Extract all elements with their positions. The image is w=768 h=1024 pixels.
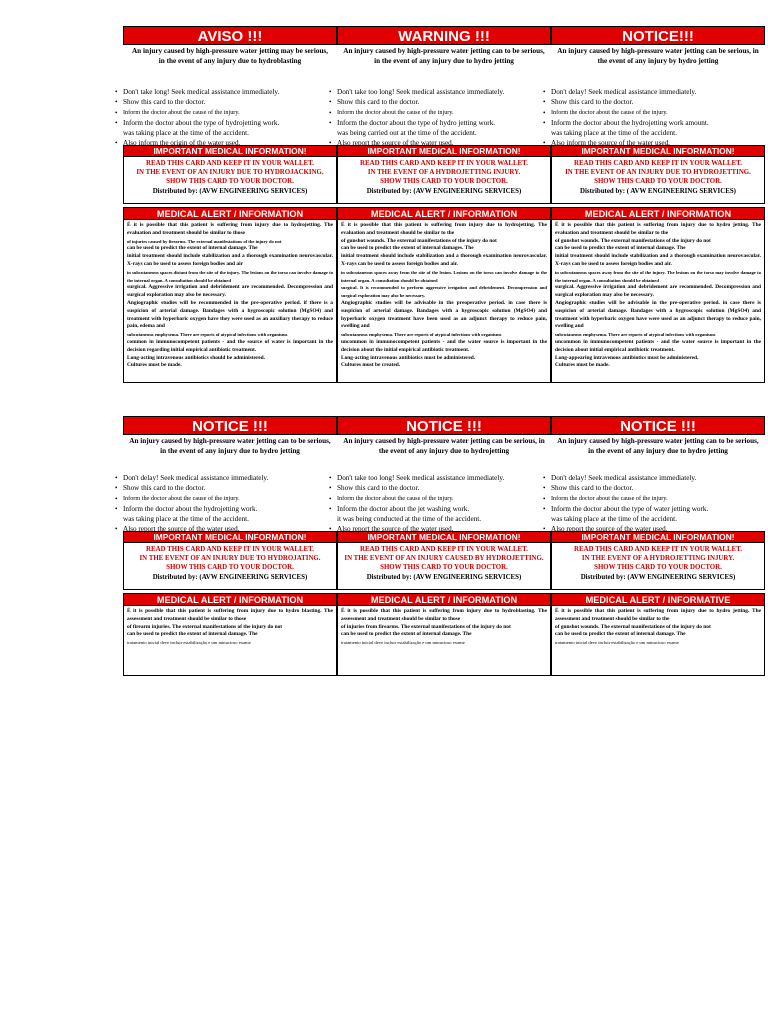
- card-intro: An injury caused by high-pressure water jetting can be serious, in the event of any injury by hydro jetting: [557, 47, 759, 65]
- bullet-icon: •: [115, 494, 118, 503]
- read-line: READ THIS CARD AND KEEP IT IN YOUR WALLET.: [146, 160, 314, 167]
- read-line: READ THIS CARD AND KEEP IT IN YOUR WALLET.: [574, 546, 742, 553]
- list-item: • Inform the doctor about the hydrojetting work amount.: [543, 118, 709, 127]
- card-title: NOTICE !!!: [337, 416, 551, 435]
- list-item: • Inform the doctor about the cause of the injury.: [329, 108, 454, 117]
- alert-body: É it is possible that this patient is suffering from injury due to hydro jetting. The assessment and treatment should be similar to the of gunshot wounds. The external manifestations of the injury do not can be used to predict the extent of internal damage. The tratamento inicial deve incluir estabilização e um minucioso exame: [551, 606, 765, 676]
- read-box: [337, 543, 551, 590]
- list-item: • Also report the source of the water used.: [115, 525, 240, 534]
- read-line: READ THIS CARD AND KEEP IT IN YOUR WALLET.: [360, 160, 528, 167]
- bullet-icon: •: [115, 118, 118, 127]
- instruction-list: [115, 87, 337, 148]
- bullet-icon: •: [543, 139, 546, 148]
- alert-body: É it is possible that this patient is suffering from injury due to hydrojetting. The evaluation and treatment should be similar to those of injuries caused by firearms. The external manifestations of the injury do not can be used to predict the extent of internal damage. The initial treatment should include stabilization and a thorough examination neurovascular. X-rays can be used to assess foreign bodies and air in subcutaneous spaces distant from the site of the injury. The lesions on the torso can involve damage to the internal organ. A consultation should be obtained surgical. Aggressive irrigation and debridement are recommended. Decompression and surgical exploration may also be necessary. Angiographic studies will be recommended in the pre-operative period. if there is a suspicion of arterial damage. Bandages with a hygroscopic solution (MgSO4) and treatment with hyperbaric oxygen have they were used as an auxiliary therapy to reduce pain, edema and subcutaneous emphysema. There are reports of atypical infections with organisms common in immunocompetent patients - and the source of water is important in the decision regarding initial empirical antibiotic treatment. Long-acting intravenous antibiotics should be administered. Cultures must be made.: [123, 220, 337, 383]
- list-item: was taking place at the time of the accident.: [551, 515, 677, 524]
- alert-title: MEDICAL ALERT / INFORMATION: [123, 593, 337, 606]
- card-intro: An injury caused by high-pressure water jetting can to be serious, in the event of any injury due to hydro jetting: [557, 437, 759, 455]
- read-line: READ THIS CARD AND KEEP IT IN YOUR WALLET.: [574, 160, 742, 167]
- list-item: • Inform the doctor about the type of hydro jetting work.: [329, 118, 496, 127]
- safety-card: [115, 26, 337, 383]
- list-item: • Show this card to the doctor.: [543, 484, 634, 493]
- card-title: NOTICE!!!: [551, 26, 765, 45]
- alert-title: MEDICAL ALERT / INFORMATION: [337, 207, 551, 220]
- list-item: • Inform the doctor about the type of hydrojetting work.: [115, 118, 280, 127]
- bullet-icon: •: [115, 504, 118, 513]
- read-line: SHOW THIS CARD TO YOUR DOCTOR.: [166, 178, 294, 186]
- read-line: IN THE EVENT OF AN INJURY DUE TO HYDROJACKING.: [136, 169, 324, 177]
- read-line: IN THE EVENT OF AN INJURY DUE TO HYDROJETTING.: [565, 169, 751, 177]
- bullet-icon: •: [329, 474, 332, 482]
- list-item: • Don't take too long! Seek medical assistance immediately.: [329, 474, 505, 482]
- list-item: • Inform the doctor about the cause of the injury.: [543, 108, 668, 117]
- alert-body: É it is possible that this patient is suffering from injury due to hydro blasting. The assessment and treatment should be similar to those of firearm injuries. The external manifestations of the injury do not can be used to predict the extent of internal damage. The tratamento inicial deve incluir estabilização e um minucioso exame: [123, 606, 337, 676]
- read-line: SHOW THIS CARD TO YOUR DOCTOR.: [166, 564, 294, 572]
- safety-card: [543, 26, 765, 383]
- safety-card: [329, 26, 551, 383]
- bullet-icon: •: [543, 88, 546, 96]
- safety-card: [329, 416, 551, 674]
- list-item: • Inform the doctor about the cause of the injury.: [115, 494, 240, 503]
- list-item: • Inform the doctor about the type of water jetting work.: [543, 504, 709, 513]
- list-item: • Don't delay! Seek medical assistance immediately.: [115, 474, 269, 482]
- info-bar: IMPORTANT MEDICAL INFORMATION!: [551, 531, 765, 543]
- distributed-by: Distributed by: (AVW ENGINEERING SERVICES): [366, 187, 522, 195]
- bullet-icon: •: [329, 525, 332, 534]
- list-item: • Also report the source of the water used.: [329, 525, 454, 534]
- card-title: NOTICE !!!: [551, 416, 765, 435]
- list-item: • Inform the doctor about the cause of the injury.: [329, 494, 454, 503]
- list-item: • Show this card to the doctor.: [543, 98, 634, 107]
- alert-title: MEDICAL ALERT / INFORMATION: [123, 207, 337, 220]
- list-item: was taking place at the time of the accident.: [123, 515, 249, 524]
- distributed-by: Distributed by: ( AVW ENGINEERING SERVICES): [580, 187, 736, 195]
- info-bar: IMPORTANT MEDICAL INFORMATION!: [337, 531, 551, 543]
- list-item: • Inform the doctor about the hydrojetting work.: [115, 504, 258, 513]
- list-item: • Don't take too long! Seek medical assistance immediately.: [329, 88, 505, 96]
- bullet-icon: •: [329, 108, 332, 117]
- read-line: READ THIS CARD AND KEEP IT IN YOUR WALLET.: [146, 546, 314, 553]
- read-box: [551, 543, 765, 590]
- safety-card: [543, 416, 765, 674]
- bullet-icon: •: [543, 474, 546, 482]
- list-item: • Show this card to the doctor.: [329, 484, 420, 493]
- read-line: SHOW THIS CARD TO YOUR DOCTOR.: [594, 564, 722, 572]
- bullet-icon: •: [543, 504, 546, 513]
- alert-title: MEDICAL ALERT / INFORMATIVE: [551, 593, 765, 606]
- bullet-icon: •: [329, 139, 332, 148]
- list-item: • Don't delay! Seek medical assistance immediately.: [543, 88, 697, 96]
- bullet-icon: •: [329, 88, 332, 96]
- bullet-icon: •: [543, 525, 546, 534]
- list-item: was taking place at the time of the accident.: [123, 129, 249, 138]
- info-bar: IMPORTANT MEDICAL INFORMATION!: [123, 531, 337, 543]
- bullet-icon: •: [115, 474, 118, 482]
- list-item: • Don't delay! Seek medical assistance immediately.: [543, 474, 697, 482]
- alert-body: É it is possible that this patient is suffering from injury due to hydroblasting. The assessment and treatment should be similar to those of injuries from firearms. The external manifestations of the injury do not can be used to predict the extent of internal damage. The tratamento inicial deve incluir estabilização e um minucioso exame: [337, 606, 551, 676]
- bullet-icon: •: [115, 88, 118, 96]
- bullet-icon: •: [115, 139, 118, 148]
- info-bar: IMPORTANT MEDICAL INFORMATION!: [337, 145, 551, 157]
- bullet-icon: •: [543, 98, 546, 107]
- list-item: • Show this card to the doctor.: [115, 484, 206, 493]
- bullet-icon: •: [329, 98, 332, 107]
- read-box: [123, 157, 337, 204]
- bullet-icon: •: [543, 118, 546, 127]
- list-item: • Show this card to the doctor.: [329, 98, 420, 107]
- bullet-icon: •: [543, 494, 546, 503]
- read-box: [337, 157, 551, 204]
- bullet-icon: •: [115, 108, 118, 117]
- list-item: • Also inform the origin of the water used.: [115, 139, 241, 148]
- bullet-icon: •: [543, 108, 546, 117]
- read-line: IN THE EVENT OF A HYDROJETTING INJURY.: [581, 555, 735, 563]
- distributed-by: Distributed by: (AVW ENGINEERING SERVICES): [152, 573, 308, 581]
- card-title: AVISO !!!: [123, 26, 337, 45]
- read-line: SHOW THIS CARD TO YOUR DOCTOR.: [594, 178, 722, 186]
- card-title: WARNING !!!: [337, 26, 551, 45]
- alert-body: É it is possible that this patient is suffering from injury due to hydrojetting. The evaluation and treatment should be similar to the of gunshot wounds. The external manifestations of the injury do not can be used to predict the extent of internal damages. The initial treatment should include stabilization and a thorough examination neurovascular. X-rays can be used to assess foreign bodies and air. in subcutaneous spaces away from the site of the lesion. Lesions on the torso can involve damage to the internal organ. A consultation should be obtained surgical. It is recommended to perform aggressive irrigation and debridement. Decompression and surgical exploration may also be necessary. Angiographic studies will be advisable in the preoperative period. in case there is suspicion of arterial damage. Bandages with a hygroscopic solution (MgSO4) and hyperbaric oxygen treatment have been used as an adjunct therapy to reduce pain, swelling and subcutaneous emphysema. There are reports of atypical infections with organisms uncommon in immunocompetent patients - and the water source is important in the decision about the initial empirical antibiotic treatment. Long-acting intravenous antibiotics must be administered. Cultures must be created.: [337, 220, 551, 383]
- bullet-icon: •: [115, 525, 118, 534]
- read-line: READ THIS CARD AND KEEP IT IN YOUR WALLET.: [360, 546, 528, 553]
- list-item: was taking place at the time of the accident.: [551, 129, 677, 138]
- bullet-icon: •: [329, 118, 332, 127]
- instruction-list: [329, 87, 551, 148]
- list-item: • Also report the source of the water used.: [329, 139, 454, 148]
- alert-body: É it is possible that this patient is suffering from injury due to hydro jetting. The evaluation and treatment should be similar to the of gunshot wounds. The external manifestations of the injury do not can be used to predict the extent of internal damage. The initial treatment should include stabilization and a thorough examination neurovascular. X-rays can be used to assess foreign bodies and air. in subcutaneous spaces away from the site of the injury. The lesions on the torso may involve damage to the internal organ. A consultation should be obtained surgical. Aggressive irrigation and debridement are recommended. Decompression and surgical exploration may also be necessary. Angiographic studies will be advisable in the pre-operative period. in case there is suspicion of arterial damage. Bandages with a hygroscopic solution (MgSO4) and treatment with hyperbaric oxygen have were used as an adjunct therapy to reduce pain, swelling and subcutaneous emphysema. There are reports of atypical infections with organisms uncommon in immunocompetent patients - and the water source is important in the decision about initial empirical antibiotic treatment. Long-appearing intravenous antibiotics must be administered. Cultures must be made.: [551, 220, 765, 383]
- list-item: • Don't take long! Seek medical assistance immediately.: [115, 88, 280, 96]
- instruction-list: [543, 87, 765, 148]
- bullet-icon: •: [543, 484, 546, 493]
- read-box: [123, 543, 337, 590]
- list-item: • Also report the source of the water used.: [543, 525, 668, 534]
- list-item: • Also inform the source of the water used.: [543, 139, 670, 148]
- bullet-icon: •: [329, 494, 332, 503]
- list-item: • Inform the doctor about the cause of the injury.: [543, 494, 668, 503]
- safety-card: [115, 416, 337, 674]
- read-line: IN THE EVENT OF AN INJURY DUE TO HYDROJATING.: [139, 555, 321, 563]
- alert-title: MEDICAL ALERT / INFORMATION: [551, 207, 765, 220]
- list-item: • Inform the doctor about the cause of the injury.: [115, 108, 240, 117]
- instruction-list: [543, 473, 765, 534]
- read-line: SHOW THIS CARD TO YOUR DOCTOR.: [380, 564, 508, 572]
- info-bar: IMPORTANT MEDICAL INFORMATION!: [551, 145, 765, 157]
- list-item: • Show this card to the doctor.: [115, 98, 206, 107]
- distributed-by: Distributed by: (AVW ENGINEERING SERVICES): [366, 573, 522, 581]
- read-box: [551, 157, 765, 204]
- list-item: it was being conducted at the time of the accident.: [337, 515, 482, 524]
- card-title: NOTICE !!!: [123, 416, 337, 435]
- instruction-list: [329, 473, 551, 534]
- read-line: IN THE EVENT OF AN INJURY CAUSED BY HYDROJETTING.: [344, 555, 544, 563]
- bullet-icon: •: [115, 98, 118, 107]
- info-bar: IMPORTANT MEDICAL INFORMATION!: [123, 145, 337, 157]
- bullet-icon: •: [115, 484, 118, 493]
- alert-title: MEDICAL ALERT / INFORMATION: [337, 593, 551, 606]
- list-item: was being carried out at the time of the accident.: [337, 129, 477, 138]
- read-line: IN THE EVENT OF A HYDROJETTING INJURY.: [367, 169, 521, 177]
- read-line: SHOW THIS CARD TO YOUR DOCTOR.: [380, 178, 508, 186]
- distributed-by: Distributed by: (AVW ENGINEERING SERVICES): [580, 573, 736, 581]
- list-item: • Inform the doctor about the jet washing work.: [329, 504, 470, 513]
- card-intro: An injury caused by high-pressure water jetting can be serious, in the event of any injury due to hydrojetting: [343, 437, 545, 455]
- card-intro: An injury caused by high-pressure water jetting can to be serious, in the event of any injury due to hydro jetting: [129, 437, 331, 455]
- card-intro: An injury caused by high-pressure water jetting may be serious, in the event of any injury due to hydroblasting: [131, 47, 329, 65]
- bullet-icon: •: [329, 484, 332, 493]
- instruction-list: [115, 473, 337, 534]
- card-intro: An injury caused by high-pressure water jetting can to be serious, in the event of any injury due to hydro jetting: [343, 47, 545, 65]
- distributed-by: Distributed by: (AVW ENGINEERING SERVICES): [152, 187, 308, 195]
- bullet-icon: •: [329, 504, 332, 513]
